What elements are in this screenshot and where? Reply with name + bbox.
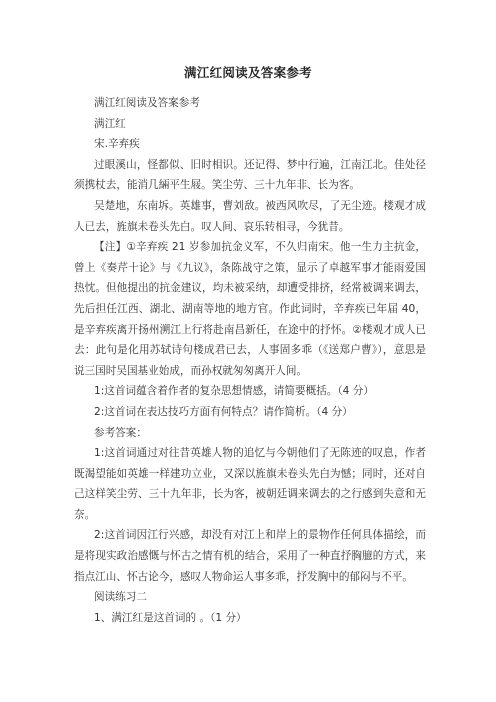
section-heading: 阅读练习二 (94, 591, 147, 604)
answer-item: 2:这首词因江行兴感，却没有对江上和岸上的景物作任何具体描绘，而是将现实政治感慨与怀古之情有机的结合，采用了一种直抒胸臆的方式，来指点江山、怀古论今，感叹人物命运人事多乖，抒发胸中的郁闷与不平。 (74, 529, 426, 583)
question-item: 1:这首词蕴含着作者的复杂思想情感，请简要概括。（4 分） (94, 385, 374, 398)
poem-author: 宋.辛弃疾 (94, 138, 140, 151)
body-paragraph: 满江红阅读及答案参考 (94, 97, 200, 109)
poem-stanza: 吴楚地，东南坼。英雄事，曹刘敌。被西风吹尽，了无尘迹。楼观才成人已去，旌旗未卷头先白。叹人间、哀乐转相寻，今犹昔。 (74, 199, 426, 233)
question-item: 1、满江红是这首词的 。（1 分） (94, 611, 247, 624)
question-item: 2:这首词在表达技巧方面有何特点？请作简析。（4 分） (94, 405, 353, 418)
document-body (74, 93, 426, 628)
annotation-paragraph: 【注】①辛弃疾 21 岁参加抗金义军，不久归南宋。他一生力主抗金，曾上《奏芹十论》与《九议》，条陈战守之策，显示了卓越军事才能雨爱国热忱。但他提出的抗金建议，均未被采纳，却遭受排挤，经常被调来调去，先后担任江西、湖北、湖南等地的地方官。作此词时，辛弃疾已年届 40，是辛弃疾离开扬州溯江上行将赴南昌新任，在途中的抒怀。②楼观才成人已去：此句是化用苏轼诗句楼成君已去，人事固多乖（《送郑户曹》），意思是说三国时吴国基业始成，而孙权就匆匆离开人间。 (74, 241, 426, 377)
poem-title: 满江红 (94, 117, 126, 130)
answer-item: 1:这首词通过对往昔英雄人物的追忆与今朝他们了无陈迹的叹息，作者既渴望能如英雄一样建功立业，又深以旌旗未卷头先白为憾；同时，还对自己这样笑尘劳、三十九年非，长为客，被朝廷调来调去的之行感到失意和无奈。 (74, 447, 426, 521)
document-title: 满江红阅读及答案参考 (183, 65, 312, 80)
poem-stanza: 过眼溪山，怪都似、旧时相识。还记得、梦中行遍，江南江北。佳处径须携杖去，能消几緉平生屐。笑尘劳、三十九年非、长为客。 (74, 158, 426, 192)
answer-heading: 参考答案： (94, 426, 147, 439)
